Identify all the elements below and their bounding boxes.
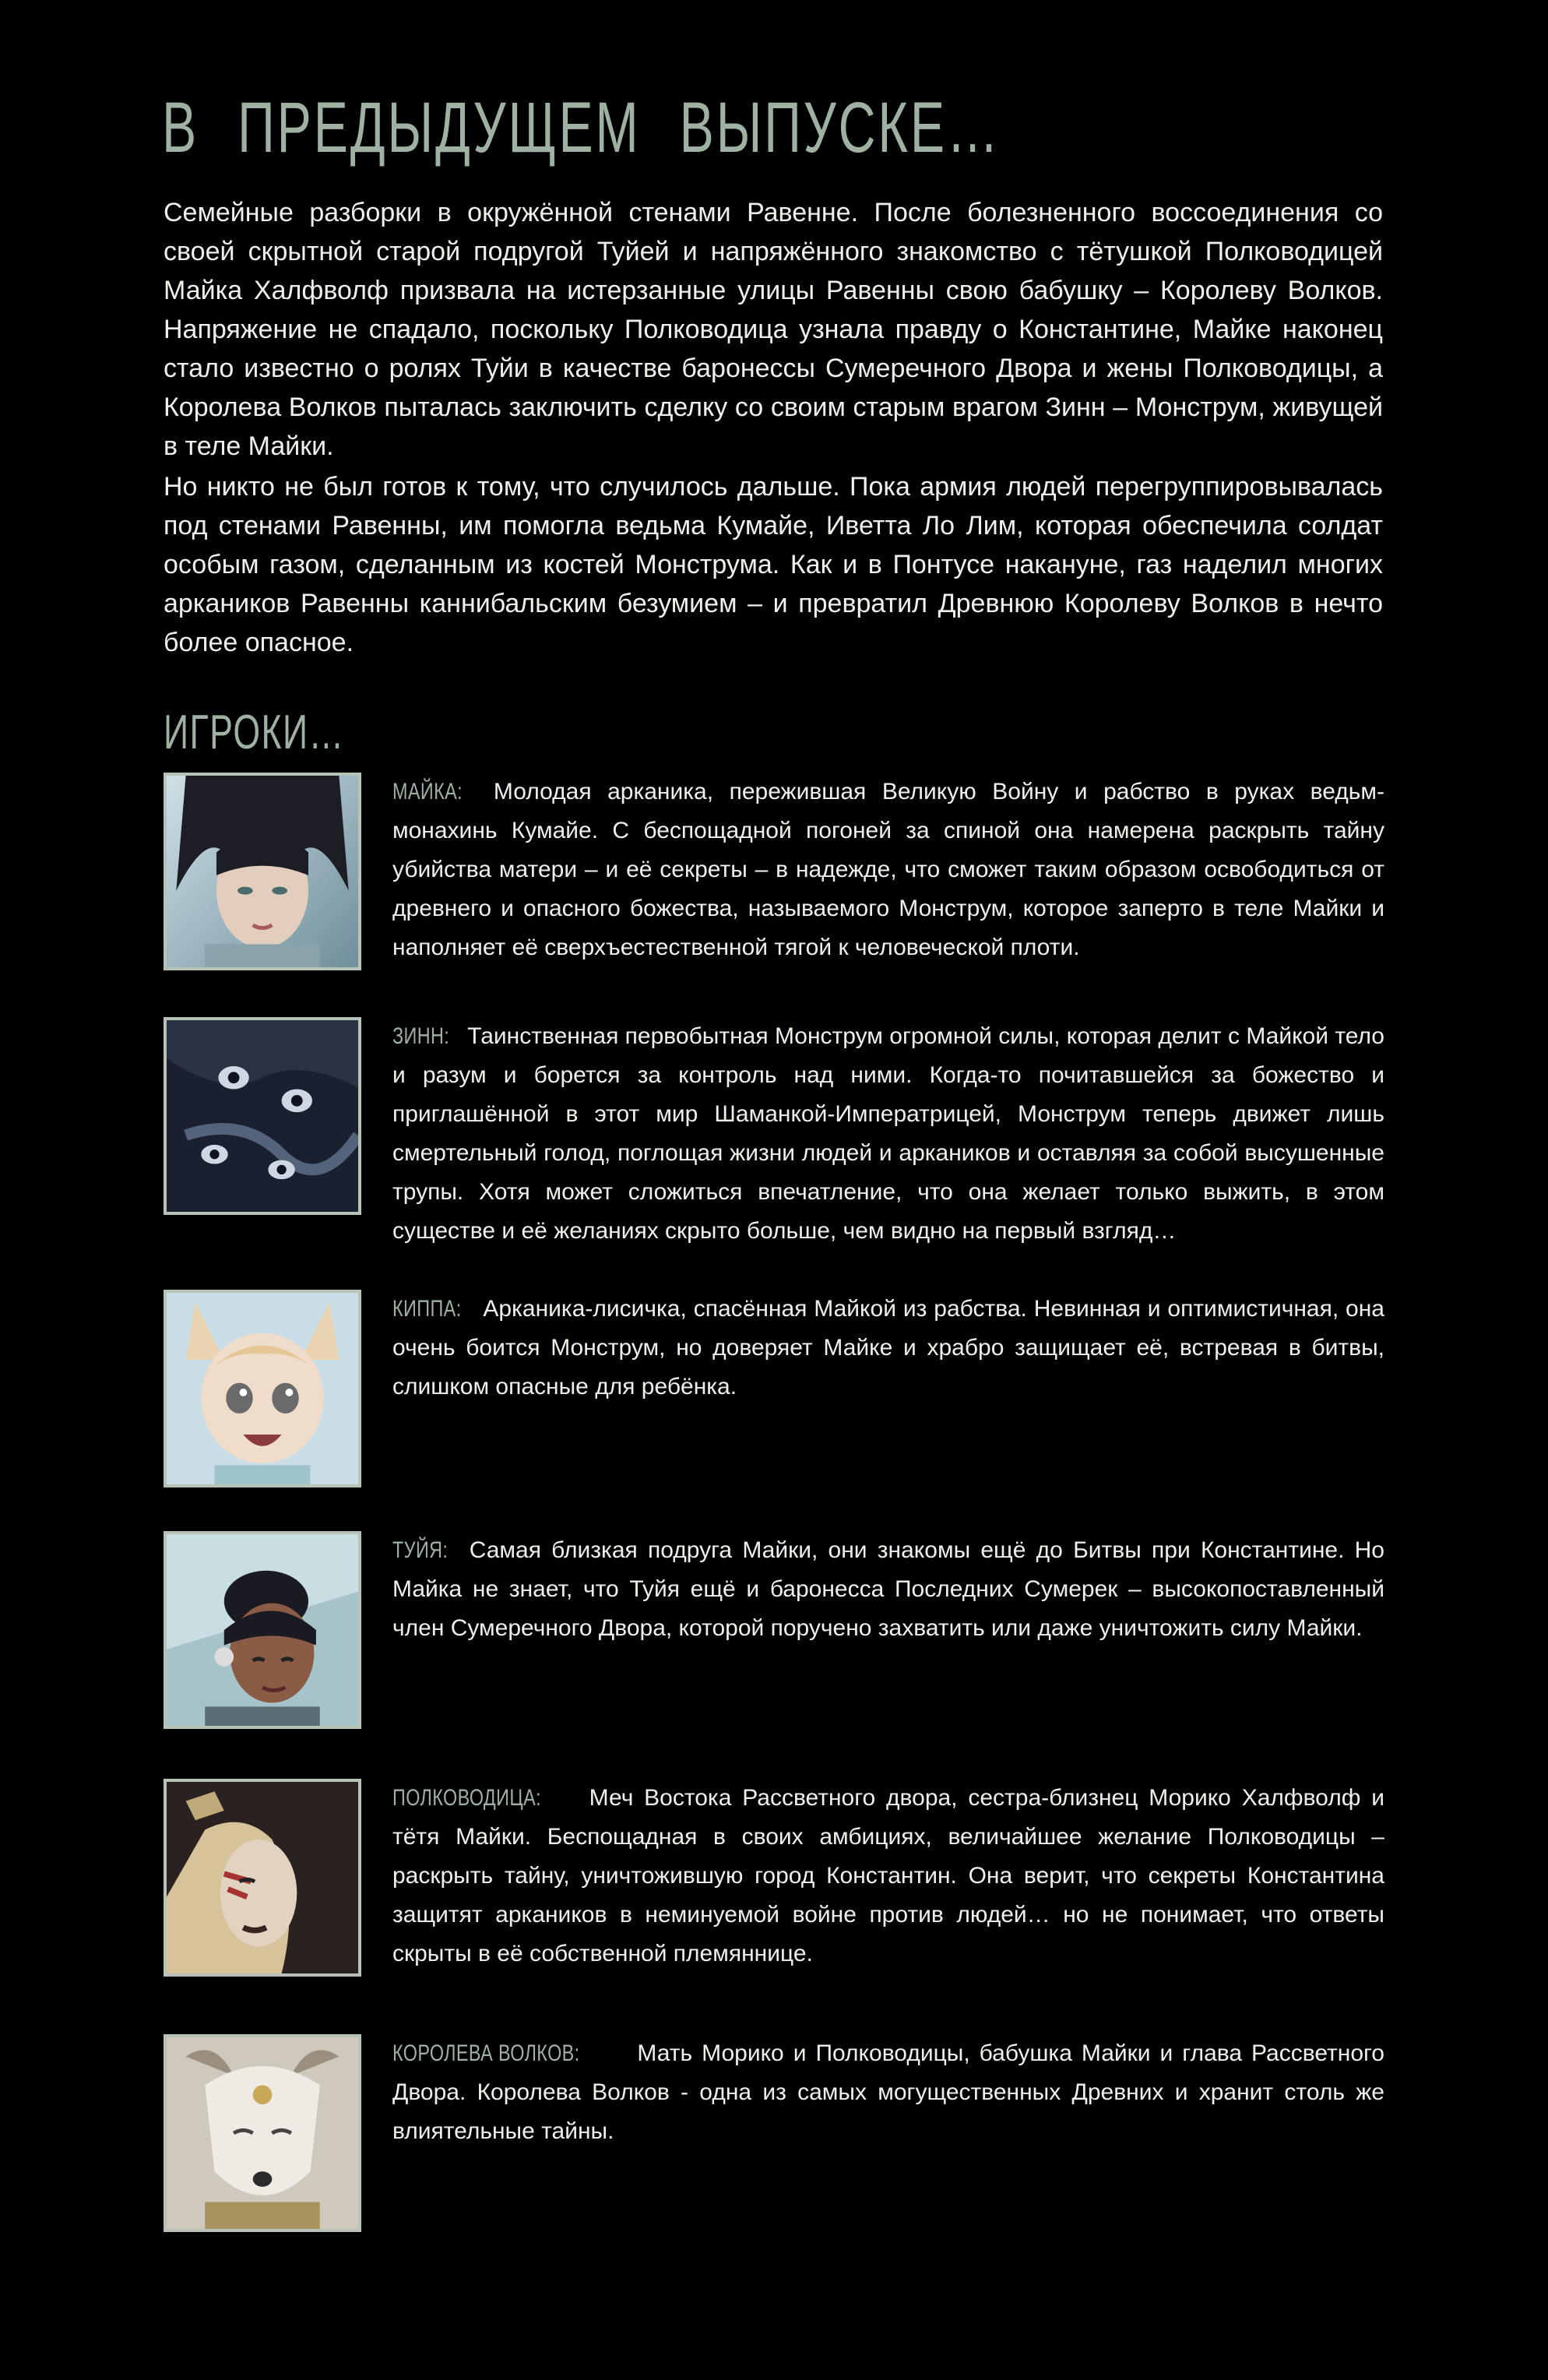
- player-name: ЗИНН:: [392, 1023, 450, 1049]
- player-name: КИППА:: [392, 1296, 462, 1322]
- tuya-portrait-icon: [164, 1531, 361, 1729]
- recap-paragraph-1: Семейные разборки в окружённой стенами Равенне. После болезненного воссоединения со своей скрытной старой подругой Туйей и напряжённого знакомство с тётушкой Полководицей Майка Халфволф призвала на истерзанные улицы Равенны свою бабушку – Королеву Волков. Напряжение не спадало, поскольку Полководица узнала правду о Константине, Майке наконец стало известно о ролях Туйи в качестве баронессы Сумеречного Двора и жены Полководицы, а Королева Волков пыталась заключить сделку со своим старым врагом Зинн – Монструм, живущей в теле Майки.: [164, 198, 1383, 461]
- player-name: ТУЙЯ:: [392, 1537, 449, 1563]
- player-bio: Таинственная первобытная Монструм огромной силы, которая делит с Майкой тело и разум и борется за контроль над ними. Когда-то почитавшейся за божество и приглашённой в этот мир Шаманкой-Императрицей, Монструм теперь движет лишь смертельный голод, поглощая жизни людей и аркаников и оставляя за собой высушенные трупы. Хотя может сложиться впечатление, что она желает только выжить, в этом существе и её желаниях скрыто больше, чем видно на первый взгляд…: [392, 1023, 1384, 1244]
- kippa-portrait-icon: [164, 1290, 361, 1488]
- player-bio: Мать Морико и Полководицы, бабушка Майки и глава Рассветного Двора. Королева Волков - одна из самых могущественных Древних и хранит столь же влиятельные тайны.: [392, 2040, 1384, 2144]
- recap-paragraph-2: Но никто не был готов к тому, что случилось дальше. Пока армия людей перегруппировывалась под стенами Равенны, им помогла ведьма Кумайе, Иветта Ло Лим, которая обеспечила солдат особым газом, сделанным из костей Монструма. Как и в Понтусе накануне, газ наделил многих аркаников Равенны каннибальским безумием – и превратил Древнюю Королеву Волков в нечто более опасное.: [164, 472, 1383, 657]
- player-name: МАЙКА:: [392, 779, 463, 804]
- player-bio: Молодая арканика, пережившая Великую Войну и рабство в руках ведьм-монахинь Кумайе. С беспощадной погоней за спиной она намерена раскрыть тайну убийства матери – и её секреты – в надежде, что сможет таким образом освободиться от древнего и опасного божества, называемого Монструм, которое заперто в теле Майки и наполняет её сверхъестественной тягой к человеческой плоти.: [392, 779, 1384, 960]
- player-name: КОРОЛЕВА ВОЛКОВ:: [392, 2040, 580, 2066]
- wolf-queen-portrait-icon: [164, 2034, 361, 2232]
- player-bio: Самая близкая подруга Майки, они знакомы ещё до Битвы при Константине. Но Майка не знает, что Туйя ещё и баронесса Последних Сумерек – высокопоставленный член Сумеречного Двора, которой поручено захватить или даже уничтожить силу Майки.: [392, 1537, 1384, 1641]
- player-name: ПОЛКОВОДИЦА:: [392, 1785, 541, 1811]
- player-bio: Арканика-лисичка, спасённая Майкой из рабства. Невинная и оптимистичная, она очень боится Монструм, но доверяет Майке и храбро защищает её, встревая в битвы, слишком опасные для ребёнка.: [392, 1296, 1384, 1399]
- page-title: В ПРЕДЫДУЩЕМ ВЫПУСКЕ…: [162, 88, 1001, 167]
- players-section-title: ИГРОКИ…: [164, 706, 345, 759]
- warlord-portrait-icon: [164, 1779, 361, 1977]
- player-bio: Меч Востока Рассветного двора, сестра-близнец Морико Халфволф и тётя Майки. Беспощадная в своих амбициях, величайшее желание Полководицы – раскрыть тайну, уничтожившую город Константин. Она верит, что секреты Константина защитят аркаников в неминуемой войне против людей… но не понимает, что ответы скрыты в её собственной племяннице.: [392, 1785, 1384, 1966]
- zinn-portrait-icon: [164, 1017, 361, 1215]
- maika-portrait-icon: [164, 773, 361, 970]
